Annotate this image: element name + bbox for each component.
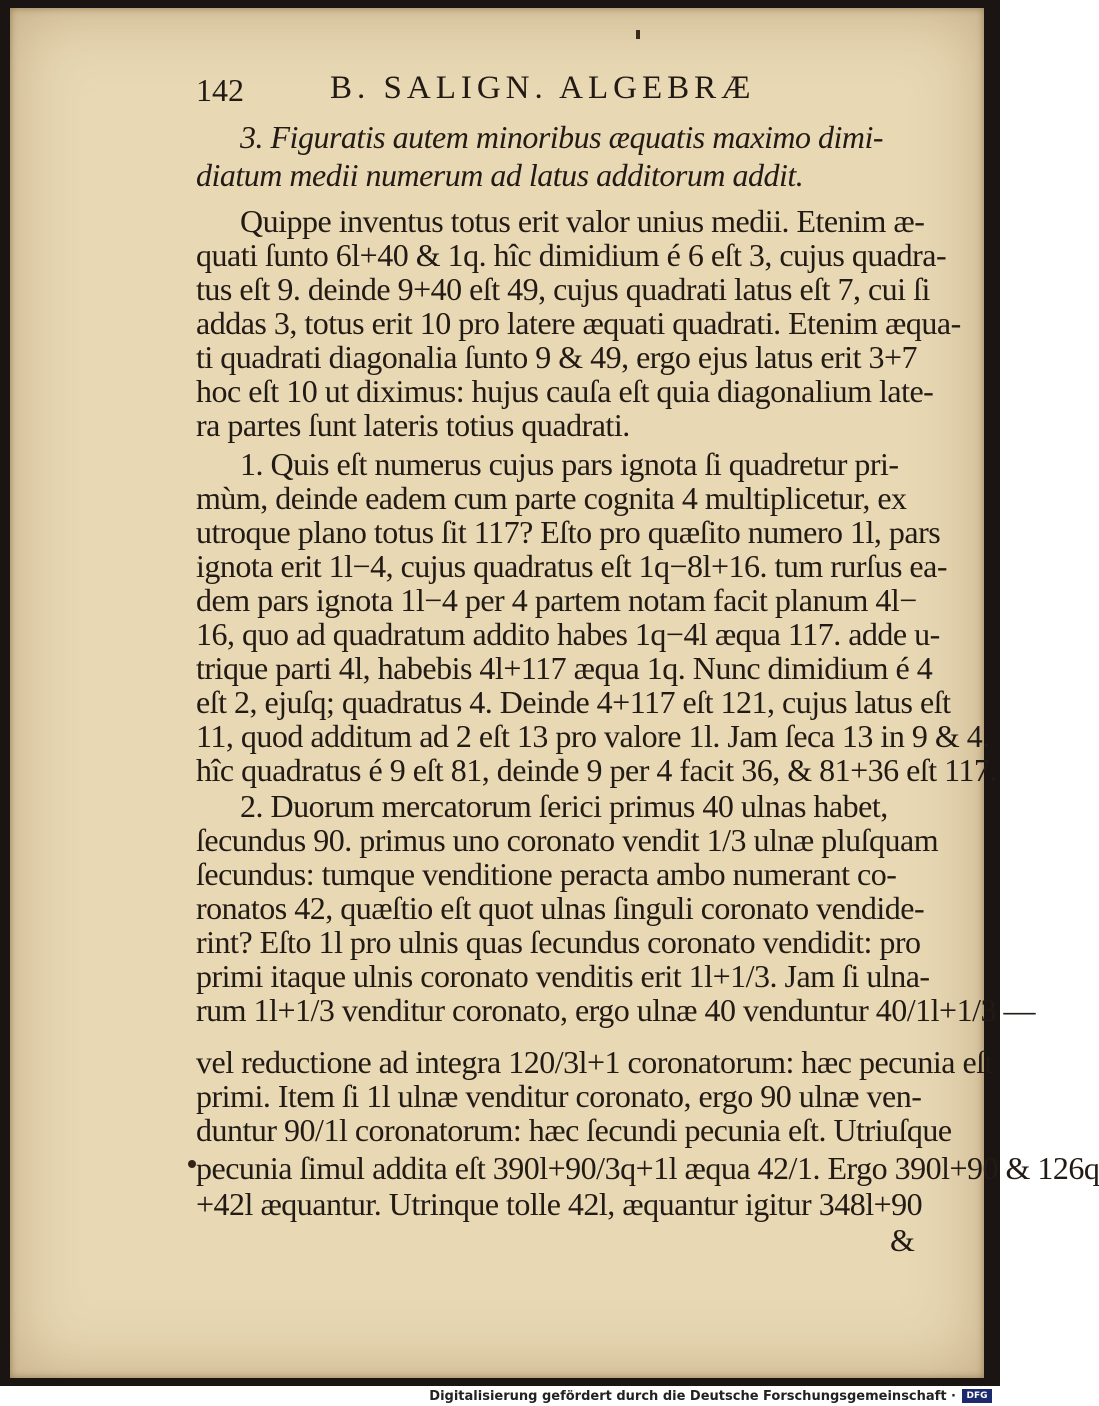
running-head: B. SALIGN. ALGEBRÆ (330, 70, 756, 106)
dfg-logo: DFG (962, 1389, 992, 1403)
text-line: ſecundus: tumque venditione peracta ambo numerant co- (196, 856, 897, 892)
text-line: hoc eſt 10 ut diximus: hujus cauſa eſt quia diagonalium late- (196, 373, 934, 409)
digitization-credit: Digitalisierung gefördert durch die Deutsche Forschungsgemeinschaft · (429, 1389, 956, 1404)
text-line: 2. Duorum mercatorum ſerici primus 40 ulnas habet, (240, 788, 888, 824)
text-line: addas 3, totus erit 10 pro latere æquati quadrati. Etenim æqua- (196, 305, 961, 341)
rule-line: diatum medii numerum ad latus additorum addit. (196, 157, 804, 193)
text-line: Quippe inventus totus erit valor unius medii. Etenim æ- (240, 203, 925, 239)
text-line: vel reductione ad integra 120/3l+1 coronatorum: hæc pecunia eſt (196, 1044, 993, 1080)
text-line: tus eſt 9. deinde 9+40 eſt 49, cujus quadrati latus eſt 7, cui ſi (196, 271, 930, 307)
catchword: & (890, 1222, 915, 1258)
text-line: hîc quadratus é 9 eſt 81, deinde 9 per 4 facit 36, & 81+36 eſt 117. (196, 752, 997, 788)
text-line: primi itaque ulnis coronato venditis erit 1l+1/3. Jam ſi ulna- (196, 958, 930, 994)
ink-mark (636, 30, 640, 39)
text-line: +42l æquantur. Utrinque tolle 42l, æquantur igitur 348l+90 (196, 1186, 923, 1222)
text-line: ti quadrati diagonalia ſunto 9 & 49, ergo ejus latus erit 3+7 (196, 339, 918, 375)
text-line: quati ſunto 6l+40 & 1q. hîc dimidium é 6 eſt 3, cujus quadra- (196, 237, 947, 273)
text-line: 1. Quis eſt numerus cujus pars ignota ſi quadretur pri- (240, 446, 899, 482)
text-line: utroque plano totus ſit 117? Eſto pro quæſito numero 1l, pars (196, 514, 941, 550)
text-line: trique parti 4l, habebis 4l+117 æqua 1q. Nunc dimidium é 4 (196, 650, 933, 686)
text-line: rint? Eſto 1l pro ulnis quas ſecundus coronato vendidit: pro (196, 924, 921, 960)
page-number: 142 (196, 72, 244, 108)
text-line: pecunia ſimul addita eſt 390l+90/3q+1l æqua 42/1. Ergo 390l+90 & 126q (196, 1150, 1099, 1186)
text-line: 16, quo ad quadratum addito habes 1q−4l æqua 117. adde u- (196, 616, 940, 652)
text-line: ronatos 42, quæſtio eſt quot ulnas ſinguli coronato vendide- (196, 890, 925, 926)
text-line: ra partes ſunt lateris totius quadrati. (196, 407, 630, 443)
text-line: dem pars ignota 1l−4 per 4 partem notam facit planum 4l− (196, 582, 917, 618)
text-line: primi. Item ſi 1l ulnæ venditur coronato, ergo 90 ulnæ ven- (196, 1078, 922, 1114)
text-line: mùm, deinde eadem cum parte cognita 4 multiplicetur, ex (196, 480, 907, 516)
text-line: rum 1l+1/3 venditur coronato, ergo ulnæ 40 venduntur 40/1l+1/3 — (196, 992, 1035, 1028)
ink-spot (188, 1160, 196, 1168)
book-page (10, 8, 1099, 1378)
text-line: ignota erit 1l−4, cujus quadratus eſt 1q−8l+16. tum rurſus ea- (196, 548, 947, 584)
rule-line: 3. Figuratis autem minoribus æquatis maximo dimi- (240, 119, 884, 155)
text-line: eſt 2, ejuſq; quadratus 4. Deinde 4+117 eſt 121, cujus latus eſt (196, 684, 951, 720)
text-line: duntur 90/1l coronatorum: hæc ſecundi pecunia eſt. Utriuſque (196, 1112, 952, 1148)
text-line: ſecundus 90. primus uno coronato vendit 1/3 ulnæ pluſquam (196, 822, 939, 858)
text-line: 11, quod additum ad 2 eſt 13 pro valore 1l. Jam ſeca 13 in 9 & 4. (196, 718, 990, 754)
